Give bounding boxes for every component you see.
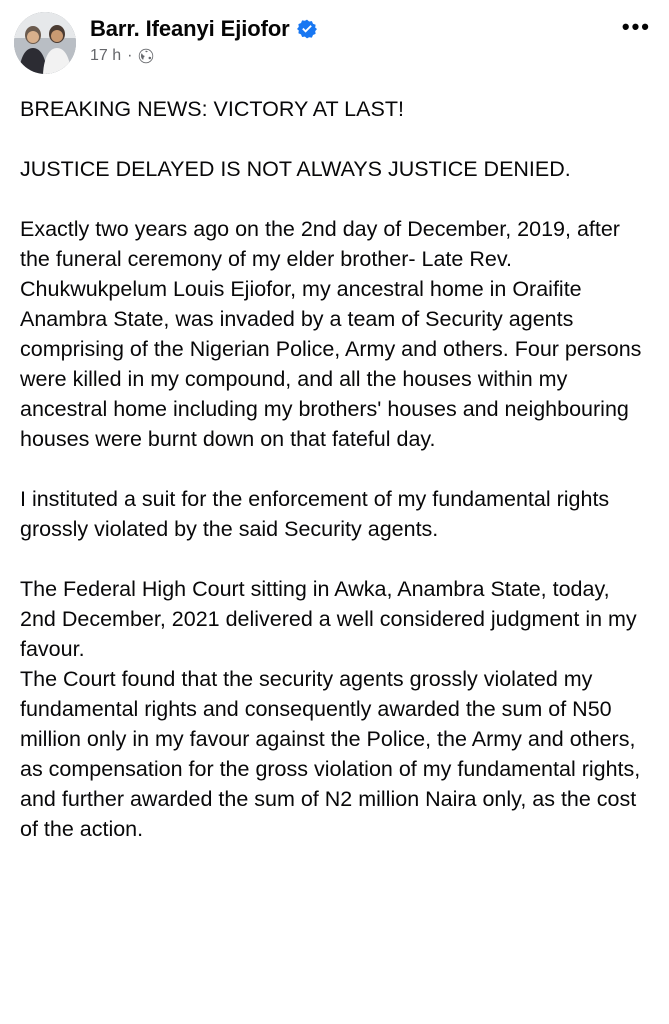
post-paragraph-2: JUSTICE DELAYED IS NOT ALWAYS JUSTICE DENIED. <box>20 157 571 181</box>
avatar[interactable] <box>14 12 76 74</box>
post-timestamp[interactable]: 17 h <box>90 47 122 64</box>
verified-badge-icon <box>297 19 317 39</box>
meta-separator: · <box>127 47 133 64</box>
post-paragraph-6: The Court found that the security agents grossly violated my fundamental rights and consequently awarded the sum of N50 million only in my favour against the Police, the Army and others, as compensation for the gross violation of my fundamental rights, and further awarded the sum of N2 million Naira only, as the cost of the action. <box>20 667 647 841</box>
more-options-icon[interactable]: ••• <box>621 14 651 39</box>
author-name[interactable]: Barr. Ifeanyi Ejiofor <box>90 16 290 41</box>
header-text <box>90 12 612 65</box>
post-meta <box>90 47 612 65</box>
post-paragraph-1: BREAKING NEWS: VICTORY AT LAST! <box>20 97 404 121</box>
globe-icon[interactable] <box>138 48 154 64</box>
post-paragraph-4: I instituted a suit for the enforcement of my fundamental rights grossly violated by the said Security agents. <box>20 487 616 541</box>
post-paragraph-3: Exactly two years ago on the 2nd day of December, 2019, after the funeral ceremony of my elder brother- Late Rev. Chukwukpelum Louis Ejiofor, my ancestral home in Oraifite Anambra State, was invaded by a team of Security agents comprising of the Nigerian Police, Army and others. Four persons were killed in my compound, and all the houses within my ancestral home including my brothers' houses and neighbouring houses were burnt down on that fateful day. <box>20 217 648 451</box>
name-row <box>90 16 612 42</box>
post-body <box>0 80 669 844</box>
avatar-photo <box>14 12 76 74</box>
post-paragraph-5: The Federal High Court sitting in Awka, Anambra State, today, 2nd December, 2021 delivered a well considered judgment in my favour. <box>20 577 643 661</box>
post-header <box>0 0 669 80</box>
